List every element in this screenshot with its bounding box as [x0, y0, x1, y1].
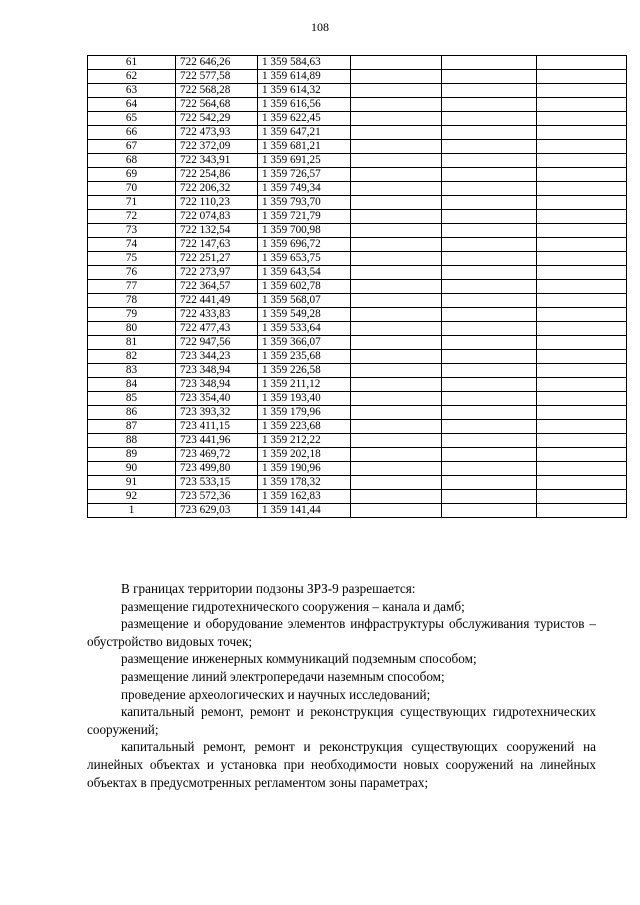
x-coordinate-cell: 722 441,49: [176, 294, 258, 308]
empty-cell: [442, 196, 537, 210]
empty-cell: [351, 392, 442, 406]
y-coordinate-cell: 1 359 533,64: [258, 322, 351, 336]
table-row: [88, 294, 627, 308]
empty-cell: [537, 210, 627, 224]
empty-cell: [442, 266, 537, 280]
empty-cell: [442, 308, 537, 322]
empty-cell: [351, 140, 442, 154]
empty-cell: [351, 490, 442, 504]
empty-cell: [442, 70, 537, 84]
x-coordinate-cell: 722 947,56: [176, 336, 258, 350]
x-coordinate-cell: 723 354,40: [176, 392, 258, 406]
x-coordinate-cell: 722 364,57: [176, 280, 258, 294]
empty-cell: [537, 490, 627, 504]
table-row: [88, 280, 627, 294]
empty-cell: [442, 154, 537, 168]
table-row: [88, 434, 627, 448]
empty-cell: [537, 294, 627, 308]
empty-cell: [537, 322, 627, 336]
x-coordinate-cell: 723 629,03: [176, 504, 258, 518]
point-number-cell: 66: [88, 126, 176, 140]
x-coordinate-cell: 722 433,83: [176, 308, 258, 322]
empty-cell: [442, 252, 537, 266]
body-paragraph: В границах территории подзоны ЗРЗ-9 разрешается:: [121, 581, 416, 596]
x-coordinate-cell: 722 372,09: [176, 140, 258, 154]
point-number-cell: 69: [88, 168, 176, 182]
empty-cell: [537, 238, 627, 252]
point-number-cell: 1: [88, 504, 176, 518]
point-number-cell: 86: [88, 406, 176, 420]
y-coordinate-cell: 1 359 749,34: [258, 182, 351, 196]
x-coordinate-cell: 723 393,32: [176, 406, 258, 420]
empty-cell: [351, 126, 442, 140]
table-row: [88, 56, 627, 70]
table-row: [88, 308, 627, 322]
y-coordinate-cell: 1 359 141,44: [258, 504, 351, 518]
y-coordinate-cell: 1 359 696,72: [258, 238, 351, 252]
empty-cell: [537, 280, 627, 294]
y-coordinate-cell: 1 359 614,32: [258, 84, 351, 98]
body-text: [87, 580, 596, 791]
y-coordinate-cell: 1 359 190,96: [258, 462, 351, 476]
empty-cell: [537, 378, 627, 392]
point-number-cell: 82: [88, 350, 176, 364]
y-coordinate-cell: 1 359 212,22: [258, 434, 351, 448]
empty-cell: [442, 98, 537, 112]
empty-cell: [442, 504, 537, 518]
empty-cell: [351, 350, 442, 364]
x-coordinate-cell: 723 572,36: [176, 490, 258, 504]
table-row: [88, 98, 627, 112]
x-coordinate-cell: 723 499,80: [176, 462, 258, 476]
empty-cell: [351, 238, 442, 252]
x-coordinate-cell: 722 564,68: [176, 98, 258, 112]
x-coordinate-cell: 722 147,63: [176, 238, 258, 252]
point-number-cell: 78: [88, 294, 176, 308]
body-paragraph: размещение гидротехнического сооружения – канала и дамб;: [121, 598, 465, 614]
point-number-cell: 72: [88, 210, 176, 224]
point-number-cell: 80: [88, 322, 176, 336]
y-coordinate-cell: 1 359 700,98: [258, 224, 351, 238]
empty-cell: [442, 238, 537, 252]
x-coordinate-cell: 722 254,86: [176, 168, 258, 182]
y-coordinate-cell: 1 359 681,21: [258, 140, 351, 154]
empty-cell: [442, 84, 537, 98]
empty-cell: [537, 168, 627, 182]
x-coordinate-cell: 723 348,94: [176, 378, 258, 392]
y-coordinate-cell: 1 359 602,78: [258, 280, 351, 294]
table-row: [88, 378, 627, 392]
x-coordinate-cell: 723 344,23: [176, 350, 258, 364]
empty-cell: [351, 406, 442, 420]
table-row: [88, 504, 627, 518]
body-paragraph: капитальный ремонт, ремонт и реконструкция существующих гидротехнических сооружений;: [87, 704, 596, 737]
body-paragraph: проведение археологических и научных исследований;: [121, 686, 431, 702]
empty-cell: [351, 308, 442, 322]
x-coordinate-cell: 722 251,27: [176, 252, 258, 266]
table-row: [88, 490, 627, 504]
point-number-cell: 67: [88, 140, 176, 154]
table-row: [88, 476, 627, 490]
table-row: [88, 154, 627, 168]
empty-cell: [537, 182, 627, 196]
empty-cell: [442, 364, 537, 378]
table-row: [88, 224, 627, 238]
table-row: [88, 238, 627, 252]
point-number-cell: 92: [88, 490, 176, 504]
empty-cell: [442, 392, 537, 406]
empty-cell: [537, 462, 627, 476]
page-number: 108: [311, 20, 329, 34]
table-row: [88, 406, 627, 420]
x-coordinate-cell: 723 348,94: [176, 364, 258, 378]
y-coordinate-cell: 1 359 614,89: [258, 70, 351, 84]
x-coordinate-cell: 722 206,32: [176, 182, 258, 196]
body-paragraph: капитальный ремонт, ремонт и реконструкция существующих сооружений на линейных объектах и установка при необходимости новых сооружений на линейных объектах в предусмотренных регламентом зоны параметрах;: [87, 739, 596, 790]
empty-cell: [537, 84, 627, 98]
empty-cell: [442, 126, 537, 140]
point-number-cell: 87: [88, 420, 176, 434]
y-coordinate-cell: 1 359 691,25: [258, 154, 351, 168]
empty-cell: [351, 336, 442, 350]
body-paragraph: размещение и оборудование элементов инфраструктуры обслуживания туристов – обустройство видовых точек;: [87, 616, 596, 649]
empty-cell: [537, 140, 627, 154]
empty-cell: [351, 70, 442, 84]
body-paragraph: размещение линий электропередачи наземным способом;: [121, 668, 445, 684]
empty-cell: [537, 392, 627, 406]
empty-cell: [351, 322, 442, 336]
x-coordinate-cell: 723 533,15: [176, 476, 258, 490]
empty-cell: [351, 448, 442, 462]
x-coordinate-cell: 722 273,97: [176, 266, 258, 280]
empty-cell: [351, 280, 442, 294]
empty-cell: [537, 70, 627, 84]
empty-cell: [442, 434, 537, 448]
empty-cell: [442, 224, 537, 238]
x-coordinate-cell: 722 477,43: [176, 322, 258, 336]
empty-cell: [442, 462, 537, 476]
y-coordinate-cell: 1 359 549,28: [258, 308, 351, 322]
empty-cell: [442, 56, 537, 70]
x-coordinate-cell: 723 411,15: [176, 420, 258, 434]
empty-cell: [442, 294, 537, 308]
y-coordinate-cell: 1 359 616,56: [258, 98, 351, 112]
coordinates-table-body: [88, 56, 627, 518]
table-row: [88, 182, 627, 196]
table-row: [88, 252, 627, 266]
y-coordinate-cell: 1 359 726,57: [258, 168, 351, 182]
table-row: [88, 112, 627, 126]
empty-cell: [537, 252, 627, 266]
empty-cell: [351, 98, 442, 112]
x-coordinate-cell: 722 646,26: [176, 56, 258, 70]
empty-cell: [537, 308, 627, 322]
empty-cell: [351, 476, 442, 490]
point-number-cell: 76: [88, 266, 176, 280]
point-number-cell: 90: [88, 462, 176, 476]
empty-cell: [442, 350, 537, 364]
y-coordinate-cell: 1 359 793,70: [258, 196, 351, 210]
empty-cell: [537, 406, 627, 420]
empty-cell: [537, 364, 627, 378]
empty-cell: [442, 336, 537, 350]
table-row: [88, 350, 627, 364]
y-coordinate-cell: 1 359 643,54: [258, 266, 351, 280]
y-coordinate-cell: 1 359 647,21: [258, 126, 351, 140]
empty-cell: [442, 406, 537, 420]
point-number-cell: 65: [88, 112, 176, 126]
point-number-cell: 63: [88, 84, 176, 98]
y-coordinate-cell: 1 359 584,63: [258, 56, 351, 70]
table-row: [88, 140, 627, 154]
table-row: [88, 168, 627, 182]
table-row: [88, 420, 627, 434]
empty-cell: [351, 182, 442, 196]
point-number-cell: 70: [88, 182, 176, 196]
empty-cell: [537, 336, 627, 350]
point-number-cell: 88: [88, 434, 176, 448]
x-coordinate-cell: 723 469,72: [176, 448, 258, 462]
empty-cell: [537, 224, 627, 238]
empty-cell: [442, 182, 537, 196]
empty-cell: [442, 490, 537, 504]
table-row: [88, 448, 627, 462]
empty-cell: [351, 504, 442, 518]
y-coordinate-cell: 1 359 721,79: [258, 210, 351, 224]
point-number-cell: 84: [88, 378, 176, 392]
empty-cell: [537, 126, 627, 140]
empty-cell: [537, 350, 627, 364]
x-coordinate-cell: 722 473,93: [176, 126, 258, 140]
empty-cell: [537, 266, 627, 280]
x-coordinate-cell: 722 132,54: [176, 224, 258, 238]
empty-cell: [351, 378, 442, 392]
point-number-cell: 64: [88, 98, 176, 112]
empty-cell: [442, 210, 537, 224]
empty-cell: [351, 434, 442, 448]
empty-cell: [351, 154, 442, 168]
table-row: [88, 266, 627, 280]
y-coordinate-cell: 1 359 366,07: [258, 336, 351, 350]
x-coordinate-cell: 723 441,96: [176, 434, 258, 448]
y-coordinate-cell: 1 359 179,96: [258, 406, 351, 420]
empty-cell: [351, 364, 442, 378]
y-coordinate-cell: 1 359 193,40: [258, 392, 351, 406]
empty-cell: [442, 378, 537, 392]
x-coordinate-cell: 722 343,91: [176, 154, 258, 168]
table-row: [88, 364, 627, 378]
point-number-cell: 61: [88, 56, 176, 70]
table-row: [88, 84, 627, 98]
y-coordinate-cell: 1 359 568,07: [258, 294, 351, 308]
empty-cell: [351, 210, 442, 224]
x-coordinate-cell: 722 074,83: [176, 210, 258, 224]
empty-cell: [351, 84, 442, 98]
empty-cell: [537, 196, 627, 210]
point-number-cell: 74: [88, 238, 176, 252]
empty-cell: [351, 168, 442, 182]
y-coordinate-cell: 1 359 223,68: [258, 420, 351, 434]
empty-cell: [537, 154, 627, 168]
empty-cell: [442, 140, 537, 154]
y-coordinate-cell: 1 359 202,18: [258, 448, 351, 462]
empty-cell: [351, 224, 442, 238]
table-row: [88, 336, 627, 350]
body-paragraph: размещение инженерных коммуникаций подземным способом;: [121, 651, 477, 667]
x-coordinate-cell: 722 110,23: [176, 196, 258, 210]
empty-cell: [351, 420, 442, 434]
empty-cell: [537, 112, 627, 126]
point-number-cell: 79: [88, 308, 176, 322]
empty-cell: [351, 462, 442, 476]
empty-cell: [442, 322, 537, 336]
empty-cell: [442, 112, 537, 126]
empty-cell: [442, 476, 537, 490]
point-number-cell: 85: [88, 392, 176, 406]
empty-cell: [442, 448, 537, 462]
y-coordinate-cell: 1 359 226,58: [258, 364, 351, 378]
y-coordinate-cell: 1 359 235,68: [258, 350, 351, 364]
empty-cell: [537, 504, 627, 518]
empty-cell: [537, 98, 627, 112]
empty-cell: [537, 476, 627, 490]
empty-cell: [442, 420, 537, 434]
empty-cell: [537, 434, 627, 448]
empty-cell: [442, 168, 537, 182]
table-row: [88, 126, 627, 140]
point-number-cell: 62: [88, 70, 176, 84]
table-row: [88, 462, 627, 476]
empty-cell: [537, 420, 627, 434]
x-coordinate-cell: 722 568,28: [176, 84, 258, 98]
y-coordinate-cell: 1 359 178,32: [258, 476, 351, 490]
point-number-cell: 73: [88, 224, 176, 238]
y-coordinate-cell: 1 359 211,12: [258, 378, 351, 392]
x-coordinate-cell: 722 577,58: [176, 70, 258, 84]
point-number-cell: 68: [88, 154, 176, 168]
empty-cell: [351, 56, 442, 70]
empty-cell: [537, 448, 627, 462]
point-number-cell: 91: [88, 476, 176, 490]
point-number-cell: 75: [88, 252, 176, 266]
y-coordinate-cell: 1 359 622,45: [258, 112, 351, 126]
y-coordinate-cell: 1 359 162,83: [258, 490, 351, 504]
table-row: [88, 392, 627, 406]
empty-cell: [351, 252, 442, 266]
y-coordinate-cell: 1 359 653,75: [258, 252, 351, 266]
table-row: [88, 196, 627, 210]
empty-cell: [442, 280, 537, 294]
empty-cell: [351, 196, 442, 210]
empty-cell: [351, 112, 442, 126]
point-number-cell: 81: [88, 336, 176, 350]
table-row: [88, 322, 627, 336]
empty-cell: [351, 266, 442, 280]
table-row: [88, 210, 627, 224]
point-number-cell: 83: [88, 364, 176, 378]
point-number-cell: 77: [88, 280, 176, 294]
point-number-cell: 71: [88, 196, 176, 210]
x-coordinate-cell: 722 542,29: [176, 112, 258, 126]
empty-cell: [351, 294, 442, 308]
coordinates-table: [87, 55, 627, 518]
point-number-cell: 89: [88, 448, 176, 462]
empty-cell: [537, 56, 627, 70]
table-row: [88, 70, 627, 84]
